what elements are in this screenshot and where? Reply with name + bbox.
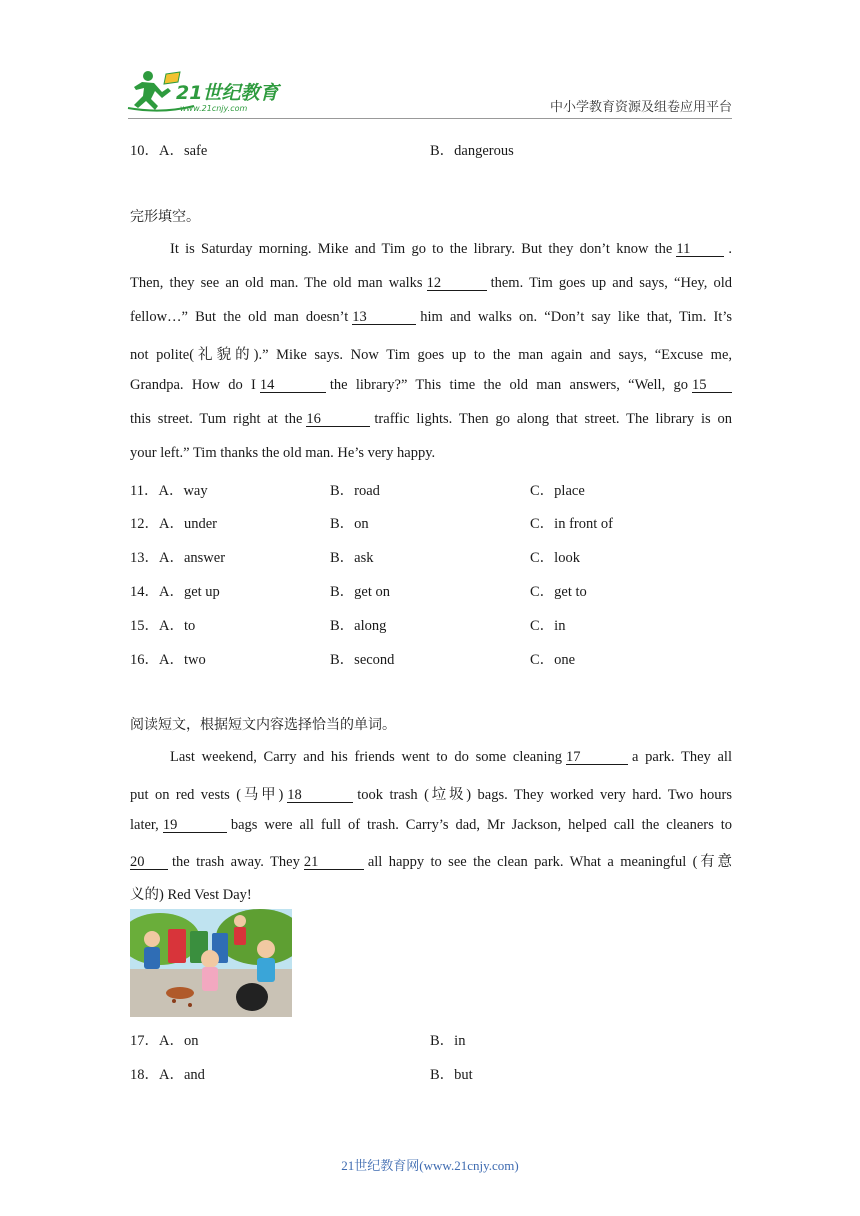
option-a: A．on (159, 1033, 199, 1049)
question-11: 11．A．way (130, 483, 208, 499)
logo-text: 21世纪教育 (176, 82, 279, 104)
option-c: C．one (530, 652, 576, 668)
option-c: C．in front of (530, 516, 613, 532)
option-a: A．two (159, 652, 206, 668)
reading-title: 阅读短文，根据短文内容选择恰当的单词。 (130, 717, 396, 733)
blank-17: 17 (566, 750, 628, 765)
logo-url: www.21cnjy.com (180, 104, 248, 113)
question-17: 17．A．on (130, 1033, 199, 1049)
question-number: 10． (130, 143, 159, 159)
cloze-line-5: Grandpa. How do I 14 the library?” This time the old man answers, “Well, go 15 (130, 377, 732, 394)
question-12: 12．A．under (130, 516, 217, 532)
cloze-line-1: It is Saturday morning. Mike and Tim go to the library. But they don’t know the 11 . (170, 241, 732, 257)
option-a: A．under (159, 516, 217, 532)
option-a: A．and (159, 1067, 205, 1083)
question-18: 18．A．and (130, 1067, 205, 1083)
cloze-line-6: this street. Tum right at the 16 traffic lights. Then go along that street. The library is on (130, 411, 733, 427)
site-logo (122, 68, 292, 114)
trash-bin-icon (168, 929, 186, 963)
question-14: 14．A．get up (130, 584, 220, 600)
blank-20: 20 (130, 855, 168, 870)
cloze-line-2: Then, they see an old man. The old man walks 12 them. Tim goes up and says, “Hey, old (130, 275, 732, 291)
option-c: C．in (530, 618, 566, 634)
option-a: A．to (159, 618, 196, 634)
reading-line-1: Last weekend, Carry and his friends went to do some cleaning 17 a park. They all (170, 749, 732, 765)
reading-line-5: 义的) Red Vest Day! (130, 887, 252, 903)
reading-line-4: 20 the trash away. They 21 all happy to see the clean park. What a meaningful (有意 (130, 854, 732, 870)
option-b: B．second (330, 652, 395, 668)
question-13: 13．A．answer (130, 550, 226, 566)
option-a: A．get up (159, 584, 220, 600)
option-b: B．ask (330, 550, 374, 566)
option-a: A．way (158, 483, 208, 499)
blank-14: 14 (260, 378, 326, 393)
option-b: B．along (330, 618, 387, 634)
option-a: A．answer (159, 550, 226, 566)
cloze-title: 完形填空。 (130, 209, 200, 225)
blank-18: 18 (287, 788, 353, 803)
blank-11: 11 (676, 242, 724, 257)
reading-line-2: put on red vests (马甲) 18 took trash (垃圾) bags. They worked very hard. Two hours (130, 787, 732, 803)
option-c: C．place (530, 483, 585, 499)
blank-13: 13 (352, 310, 416, 325)
question-10 (130, 139, 207, 160)
cloze-line-4: not polite(礼貌的).” Mike says. Now Tim goes up to the man again and says, “Excuse me, (130, 347, 732, 363)
blank-15: 15 (692, 378, 732, 393)
option-a: A．safe (159, 143, 208, 159)
platform-label: 中小学教育资源及组卷应用平台 (549, 99, 732, 114)
option-b: B．on (330, 516, 369, 532)
question-16: 16．A．two (130, 652, 206, 668)
option-b: B．road (330, 483, 380, 499)
blank-21: 21 (304, 855, 364, 870)
option-b: B．dangerous (430, 143, 514, 159)
blank-19: 19 (163, 818, 227, 833)
cloze-line-3: fellow…” But the old man doesn’t 13 him and walks on. “Don’t say like that, Tim. It’s (130, 309, 733, 325)
option-c: C．look (530, 550, 580, 566)
cloze-line-7: your left.” Tim thanks the old man. He’s very happy. (130, 445, 436, 461)
page-footer: 21世纪教育网(www.21cnjy.com) (341, 1158, 519, 1173)
blank-12: 12 (427, 276, 487, 291)
option-b: B．get on (330, 584, 391, 600)
park-cleaning-illustration (130, 909, 292, 1017)
question-15: 15．A．to (130, 618, 196, 634)
option-c: C．get to (530, 584, 587, 600)
reading-line-3: later, 19 bags were all full of trash. Carry’s dad, Mr Jackson, helped call the cleaners to (130, 817, 732, 833)
option-b: B．in (430, 1033, 466, 1049)
blank-16: 16 (306, 412, 370, 427)
header-divider (128, 118, 732, 119)
option-b: B．but (430, 1067, 473, 1083)
